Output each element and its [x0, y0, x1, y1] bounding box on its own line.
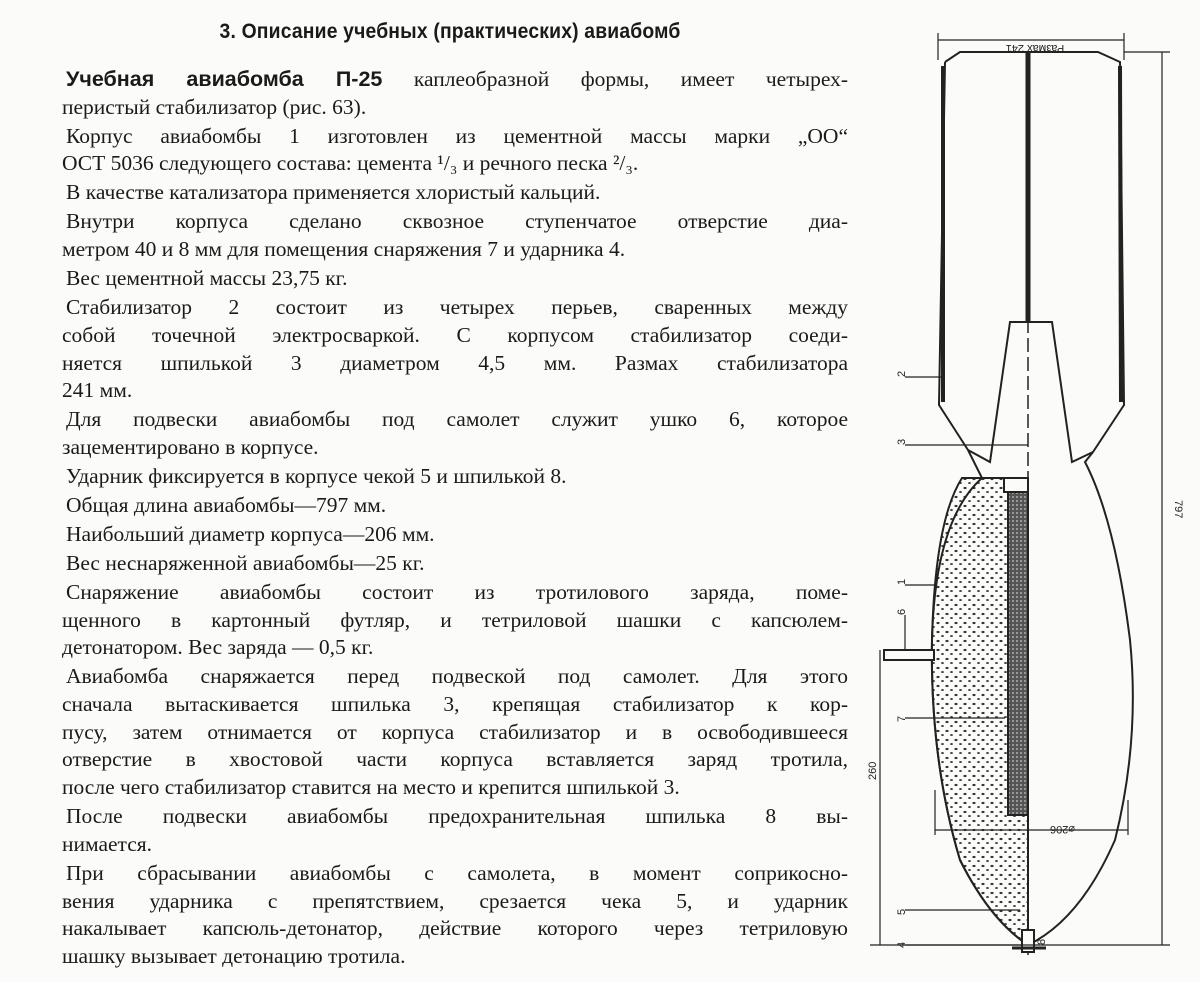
part-label-1: 1: [896, 578, 908, 585]
line-text: собой точечной электросваркой. С корпусом стабилизатор соеди-: [62, 322, 848, 347]
line-text: Корпус авиабомбы 1 изготовлен из цементной массы марки „ОО“: [66, 123, 848, 148]
line-text: Авиабомба снаряжается перед подвеской под самолет. Для этого: [66, 664, 848, 689]
line-text: вения ударника с препятствием, срезается чека 5, и ударник: [62, 888, 848, 913]
line-text: пусу, затем отнимается от корпуса стабилизатор и в освободившееся: [62, 719, 848, 744]
line-text: Наибольший диаметр корпуса—206 мм.: [66, 521, 435, 546]
span-label: Размах 241: [1005, 42, 1065, 54]
line-text: Вес неснаряженной авиабомбы—25 кг.: [66, 550, 425, 575]
line-text: после чего стабилизатор ставится на место и крепится шпилькой 3.: [62, 775, 680, 800]
line-text: Общая длина авиабомбы—797 мм.: [66, 492, 387, 517]
suspension-lug: [884, 650, 934, 660]
bold-heading: Учебная авиабомба П-25: [66, 67, 383, 91]
part-label-6: 6: [896, 608, 908, 615]
line-text: При сбрасывании авиабомбы с самолета, в момент соприкосно-: [66, 860, 848, 885]
length-label: 797: [1172, 500, 1184, 519]
line-text: щенного в картонный футляр, и тетриловой шашки с капсюлем-: [62, 607, 848, 632]
line-text: Для подвески авиабомбы под самолет служит ушко 6, которое: [66, 407, 848, 432]
line-text: перистый стабилизатор (рис. 63).: [62, 94, 367, 119]
part-label-3: 3: [896, 438, 908, 445]
line-text: каплеобразной формы, имеет четырех-: [382, 67, 848, 91]
line-text: метром 40 и 8 мм для помещения снаряжения 7 и ударника 4.: [62, 237, 626, 262]
line-text: зацементировано в корпусе.: [62, 434, 319, 459]
line-text: накалывает капсюль-детонатор, действие которого через тетриловую: [62, 916, 848, 941]
line-text: Снаряжение авиабомбы состоит из тротилового заряда, поме-: [66, 579, 848, 604]
diameter-label: ⌀206: [1050, 823, 1075, 835]
section-title: 3. Описание учебных (практических) авиабомб: [219, 20, 681, 43]
line-text: Ударник фиксируется в корпусе чекой 5 и шпилькой 8.: [66, 463, 567, 488]
line-text: детонатором. Вес заряда — 0,5 кг.: [62, 635, 374, 660]
line-text: Вес цементной массы 23,75 кг.: [66, 266, 348, 291]
line-text: 241 мм.: [62, 378, 133, 403]
height-label: 260: [867, 761, 879, 780]
line-text: няется шпилькой 3 диаметром 4,5 мм. Размах стабилизатора: [62, 350, 848, 375]
part-label-7: 7: [896, 715, 908, 722]
line-text: В качестве катализатора применяется хлористый кальций.: [66, 180, 601, 205]
part-label-4: 4: [896, 941, 908, 948]
line-text: сначала вытаскивается шпилька 3, крепящая стабилизатор к кор-: [62, 692, 848, 717]
charge: [1008, 490, 1028, 815]
line-text: нимается.: [62, 831, 153, 856]
line-text: шашку вызывает детонацию тротила.: [62, 943, 406, 968]
part-label-2: 2: [896, 370, 908, 377]
part-label-8: 8: [1036, 938, 1048, 945]
line-text: ОСТ 5036 следующего состава: цемента ¹/₃ и речного песка ²/₃.: [62, 151, 639, 176]
line-text: Внутри корпуса сделано сквозное ступенчатое отверстие диа-: [66, 209, 848, 234]
line-text: После подвески авиабомбы предохранительная шпилька 8 вы-: [66, 804, 848, 829]
line-text: отверстие в хвостовой части корпуса вставляется заряд тротила,: [62, 747, 848, 772]
stabilizer-cone: [968, 322, 1093, 462]
line-text: Стабилизатор 2 состоит из четырех перьев, сваренных между: [66, 295, 848, 320]
part-label-5: 5: [896, 908, 908, 915]
